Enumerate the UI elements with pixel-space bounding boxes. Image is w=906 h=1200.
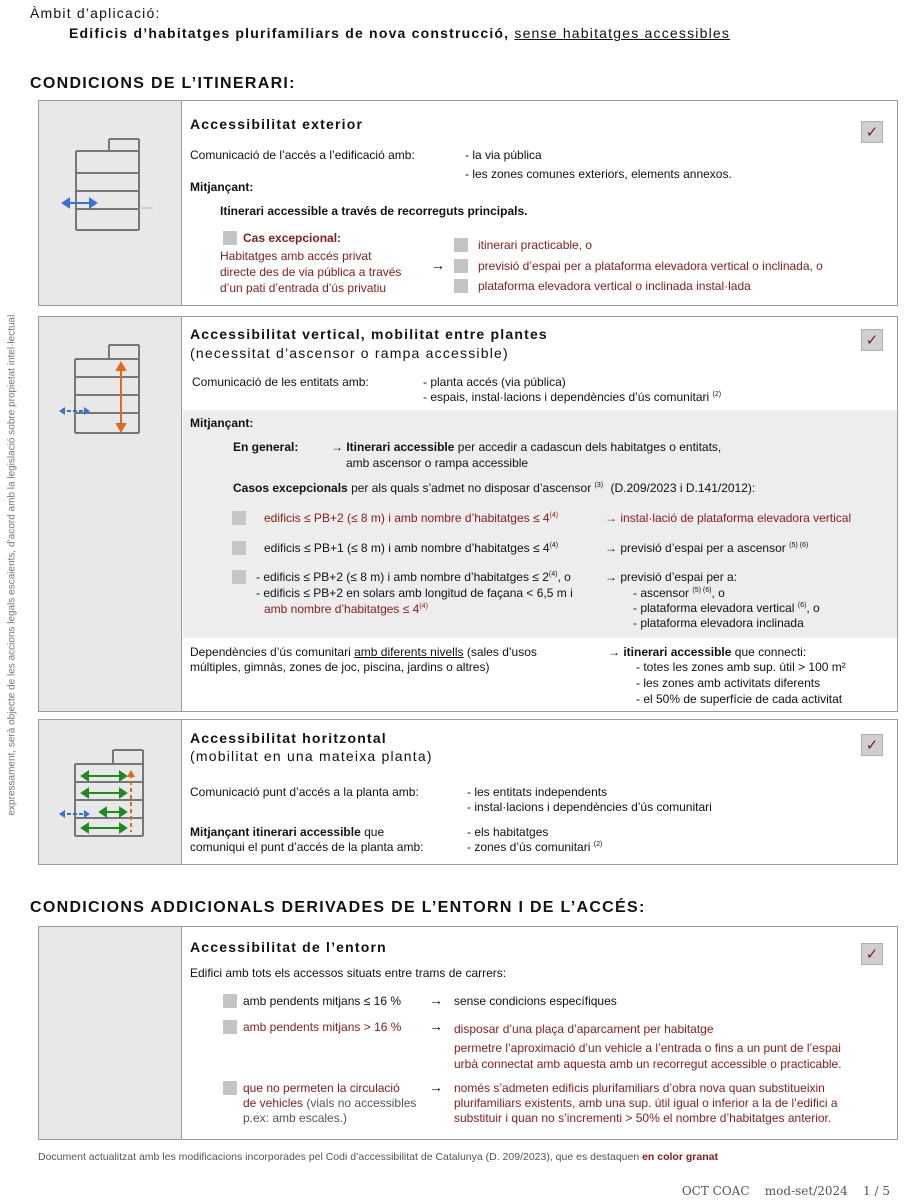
horitzontal-mit-text2: comuniqui el punt d’accés de la planta amb: [190, 840, 424, 854]
footer-note: Document actualitzat amb les modificacions incorporades pel Codi d’accessibilitat de Catalunya (D. 209/2023), que es destaquen en color granat [38, 1151, 718, 1163]
dependencies-result: → itinerari accessible que connecti: [608, 645, 807, 659]
entorn-row3-checkbox[interactable] [223, 1081, 237, 1095]
dependencies-text2: múltiples, gimnàs, zones de joc, piscina, jardins o altres) [190, 660, 490, 674]
case1-checkbox[interactable] [232, 511, 246, 525]
entorn-row1-checkbox[interactable] [223, 994, 237, 1008]
case1-text: edificis ≤ PB+2 (≤ 8 m) i amb nombre d’habitatges ≤ $4^{(4)}$ [264, 511, 559, 525]
exterior-option: itinerari practicable, o [478, 238, 593, 252]
building-diagram-exterior [39, 101, 182, 307]
case2-result: → previsió d’espai per a ascensor $^{(5) (6)}$ [605, 541, 809, 555]
case1-result: → instal·lació de plataforma elevadora vertical [605, 511, 852, 525]
case3-checkbox[interactable] [232, 570, 246, 584]
horitzontal-comm-item: - les entitats independents [467, 785, 608, 799]
exterior-comm-item: - la via pública [465, 148, 542, 162]
entorn-row3-line: plurifamiliars existents, amb una sup. útil igual o inferior a la de l’edifici a [454, 1096, 838, 1110]
entorn-row2-line: permetre l’aproximació d’un vehicle a l’entrada o fins a un punt de l’espai [454, 1041, 841, 1055]
side-legal-text: expressament, serà objecte de les accions legals escaients, d’acord amb la legislació sobre propietat intel·lectual [6, 314, 18, 816]
exterior-option-checkbox[interactable] [454, 238, 468, 252]
vertical-general-label: En general: [233, 440, 299, 454]
entorn-intro: Edifici amb tots els accessos situats entre trams de carrers: [190, 966, 507, 980]
horitzontal-title: Accessibilitat horitzontal [190, 730, 387, 746]
horitzontal-mit-item: - zones d’ús comunitari $^{(2)}$ [467, 840, 603, 854]
case3-line2: - edificis ≤ PB+2 en solars amb longitud de façana < 6,5 m i [256, 586, 573, 600]
exterior-option-checkbox[interactable] [454, 259, 468, 273]
vertical-check-icon: ✓ [861, 329, 883, 351]
vertical-general-text: → Itinerari accessible per accedir a cadascun dels habitatges o entitats, [331, 440, 722, 454]
exterior-diagram-panel [39, 101, 182, 305]
exterior-exc-text: d’un pati d’entrada d’ús privatiu [220, 281, 387, 295]
ambit-text: Edificis d’habitatges plurifamiliars de nova construcció, sense habitatges accessibles [69, 25, 731, 41]
entorn-row3-line: només s’admeten edificis plurifamiliars d’obra nova quan substitueixin [454, 1081, 825, 1095]
exterior-box [38, 100, 898, 306]
entorn-title: Accessibilitat de l’entorn [190, 939, 387, 955]
entorn-row3-line: substituir i quan no s’incrementi > 50% el nombre d’habitatges anterior. [454, 1111, 832, 1125]
horitzontal-mit-item: - els habitatges [467, 825, 549, 839]
entorn-row2-arrow-icon: → [429, 1018, 443, 1034]
case3-line3: amb nombre d’habitatges ≤ $4^{(4)}$ [264, 602, 428, 616]
building-diagram-horitzontal [39, 720, 182, 866]
vertical-subtitle: (necessitat d’ascensor o rampa accessible) [190, 345, 509, 361]
vertical-title: Accessibilitat vertical, mobilitat entre plantes [190, 326, 548, 342]
dependencies-item: - les zones amb activitats diferents [636, 676, 821, 690]
exterior-itinerari: Itinerari accessible a través de recorreguts principals. [220, 204, 528, 218]
entorn-row1-label: amb pendents mitjans ≤ 16 % [243, 994, 402, 1008]
dependencies-item: - totes les zones amb sup. útil > 100 m² [636, 660, 846, 674]
entorn-row3-arrow-icon: → [429, 1079, 443, 1095]
exterior-option: previsió d’espai per a plataforma elevadora vertical o inclinada, o [478, 259, 823, 273]
vertical-comm-item: - planta accés (via pública) [423, 375, 566, 389]
horitzontal-check-icon: ✓ [861, 734, 883, 756]
vertical-general-text2: amb ascensor o rampa accessible [346, 456, 529, 470]
exterior-comm-label: Comunicació de l’accés a l’edificació amb: [190, 148, 415, 162]
vertical-box [38, 316, 898, 712]
horitzontal-box [38, 719, 898, 865]
vertical-comm-item: - espais, instal·lacions i dependències d’ús comunitari $^{(2)}$ [423, 390, 722, 404]
entorn-row1-arrow-icon: → [429, 992, 443, 1008]
exterior-option: plataforma elevadora vertical o inclinada instal·lada [478, 279, 751, 293]
dependencies-text: Dependències d’ús comunitari amb diferents nivells (sales d’usos [190, 645, 537, 659]
exterior-arrow-icon: → [431, 257, 445, 273]
section-title-itinerari: CONDICIONS DE L’ITINERARI: [30, 75, 296, 92]
horitzontal-mit-text: Mitjançant itinerari accessible que [190, 825, 385, 839]
entorn-row2-result: disposar d’una plaça d’aparcament per habitatge [454, 1022, 714, 1036]
entorn-side-panel [39, 927, 182, 1139]
vertical-comm-label: Comunicació de les entitats amb: [192, 375, 369, 389]
vertical-mitjancant: Mitjançant: [190, 416, 254, 430]
entorn-row3-label3: p.ex: amb escales.) [243, 1111, 348, 1125]
exterior-title: Accessibilitat exterior [190, 116, 364, 132]
exterior-exc-text: directe des de via pública a través [220, 265, 402, 279]
horitzontal-comm-label: Comunicació punt d’accés a la planta amb: [190, 785, 419, 799]
exterior-check-icon: ✓ [861, 121, 883, 143]
case2-text: edificis ≤ PB+1 (≤ 8 m) i amb nombre d’habitatges ≤ $4^{(4)}$ [264, 541, 559, 555]
case2-checkbox[interactable] [232, 541, 246, 555]
vertical-casos: Casos excepcionals per als quals s’admet no disposar d’ascensor $^{(3)}$ (D.209/2023 i D.141/2012): [233, 481, 756, 495]
case3-result: → previsió d’espai per a: [605, 570, 738, 584]
case3-option: - plataforma elevadora inclinada [633, 616, 804, 630]
exterior-option-checkbox[interactable] [454, 279, 468, 293]
entorn-row2-checkbox[interactable] [223, 1020, 237, 1034]
section-title-entorn: CONDICIONS ADDICIONALS DERIVADES DE L’ENTORN I DE L’ACCÉS: [30, 899, 646, 916]
case3-option: - ascensor $^{(5) (6)}$, o [633, 586, 725, 600]
exterior-exc-title: Cas excepcional: [243, 231, 342, 245]
building-diagram-vertical [39, 317, 182, 713]
exterior-mitjancant: Mitjançant: [190, 180, 254, 194]
case3-line1: - edificis ≤ PB+2 (≤ 8 m) i amb nombre d’habitatges ≤ $2^{(4)}$, o [256, 570, 571, 584]
entorn-row3-label: que no permeten la circulació [243, 1081, 400, 1095]
entorn-check-icon: ✓ [861, 943, 883, 965]
case3-option: - plataforma elevadora vertical $^{(6)}$, o [633, 601, 820, 615]
exterior-exc-text: Habitatges amb accés privat [220, 249, 372, 263]
exterior-comm-item: - les zones comunes exteriors, elements annexos. [465, 167, 732, 181]
horitzontal-comm-item: - instal·lacions i dependències d’ús comunitari [467, 800, 712, 814]
horitzontal-subtitle: (mobilitat en una mateixa planta) [190, 748, 433, 764]
vertical-diagram-panel [39, 317, 182, 711]
footer-page: OCT COAC mod-set/2024 1 / 5 [681, 1184, 890, 1198]
entorn-row2-line: urbà connectat amb aquesta amb un recorregut accessible o practicable. [454, 1057, 842, 1071]
horitzontal-diagram-panel [39, 720, 182, 864]
entorn-row2-label: amb pendents mitjans > 16 % [243, 1020, 402, 1034]
entorn-row1-result: sense condicions específiques [454, 994, 617, 1008]
dependencies-item: - el 50% de superfície de cada activitat [636, 692, 843, 706]
ambit-label: Àmbit d’aplicació: [30, 5, 161, 21]
entorn-box [38, 926, 898, 1140]
exterior-exc-checkbox[interactable] [223, 231, 237, 245]
entorn-row3-label2: de vehicles (vials no accessibles [243, 1096, 417, 1110]
